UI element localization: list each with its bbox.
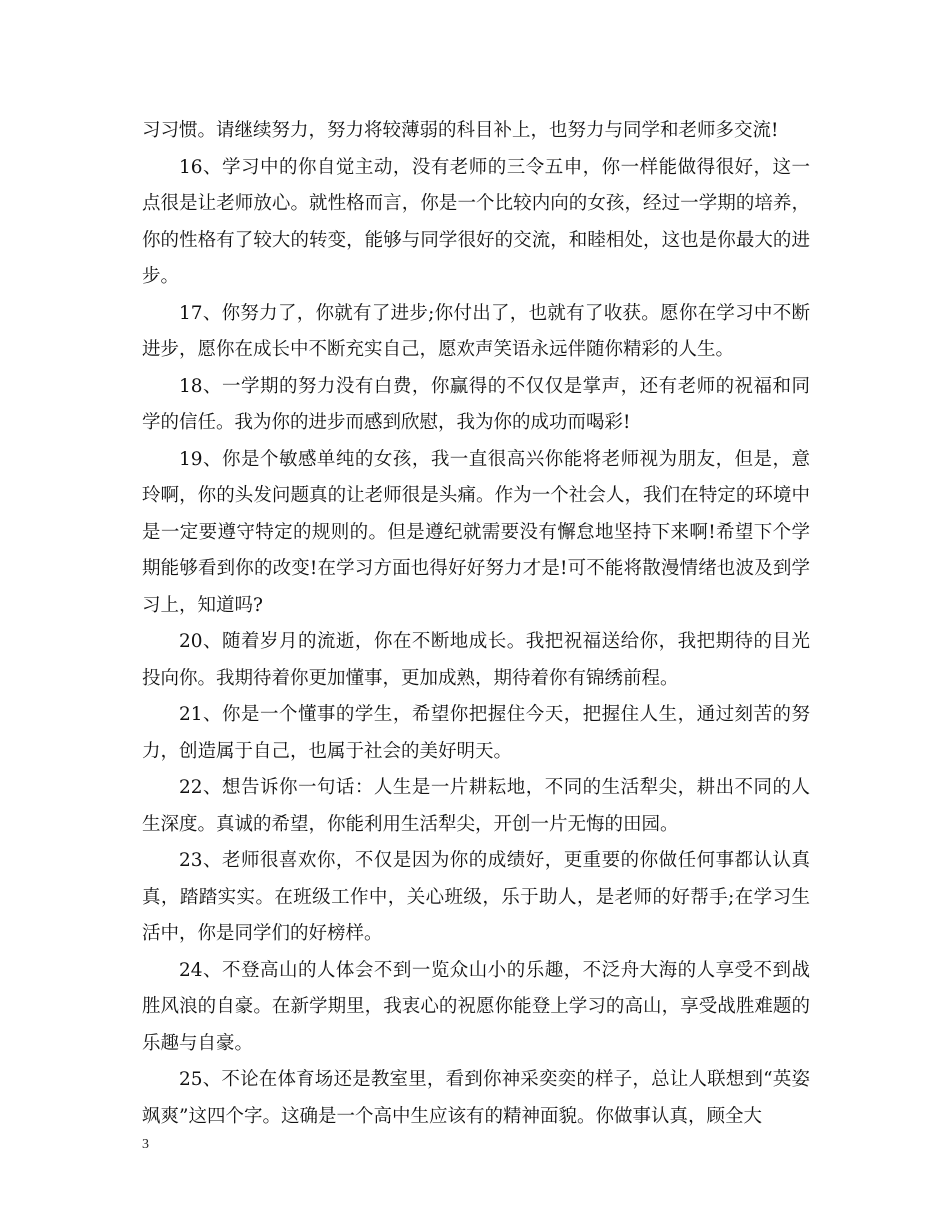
paragraph-23: 23、老师很喜欢你，不仅是因为你的成绩好，更重要的你做任何事都认认真真，踏踏实实。在班级工作中，关心班级，乐于助人，是老师的好帮手;在学习生活中，你是同学们的好榜样。 (142, 850, 810, 944)
paragraph-19: 19、你是个敏感单纯的女孩，我一直很高兴你能将老师视为朋友，但是，意玲啊，你的头发问题真的让老师很是头痛。作为一个社会人，我们在特定的环境中是一定要遵守特定的规则的。但是遵纪就需要没有懈怠地坚持下来啊!希望下个学期能够看到你的改变!在学习方面也得好好努力才是!可不能将散漫情绪也波及到学习上，知道吗? (142, 448, 810, 616)
paragraph-17: 17、你努力了，你就有了进步;你付出了，也就有了收获。愿你在学习中不断进步，愿你在成长中不断充实自己，愿欢声笑语永远伴随你精彩的人生。 (142, 302, 810, 360)
paragraph-continuation: 习习惯。请继续努力，努力将较薄弱的科目补上，也努力与同学和老师多交流! (142, 120, 779, 141)
paragraph-18: 18、一学期的努力没有白费，你赢得的不仅仅是掌声，还有老师的祝福和同学的信任。我为你的进步而感到欣慰，我为你的成功而喝彩! (142, 375, 810, 433)
paragraph-24: 24、不登高山的人体会不到一览众山小的乐趣，不泛舟大海的人享受不到战胜风浪的自豪。在新学期里，我衷心的祝愿你能登上学习的高山，享受战胜难题的乐趣与自豪。 (142, 959, 810, 1054)
paragraph-20: 20、随着岁月的流逝，你在不断地成长。我把祝福送给你，我把期待的目光投向你。我期待着你更加懂事，更加成熟，期待着你有锦绣前程。 (142, 631, 810, 689)
paragraph-16: 16、学习中的你自觉主动，没有老师的三令五申，你一样能做得很好，这一点很是让老师放心。就性格而言，你是一个比较内向的女孩，经过一学期的培养，你的性格有了较大的转变，能够与同学很好的交流，和睦相处，这也是你最大的进步。 (142, 156, 810, 287)
paragraph-21: 21、你是一个懂事的学生，希望你把握住今天，把握住人生，通过刻苦的努力，创造属于自己，也属于社会的美好明天。 (142, 704, 810, 762)
document-body (142, 113, 810, 1135)
paragraph-25: 25、不论在体育场还是教室里，看到你神采奕奕的样子，总让人联想到“英姿飒爽”这四个字。这确是一个高中生应该有的精神面貌。你做事认真，顾全大 (142, 1069, 810, 1127)
page-number: 3 (142, 1137, 149, 1152)
paragraph-22: 22、想告诉你一句话：人生是一片耕耘地，不同的生活犁尖，耕出不同的人生深度。真诚的希望，你能利用生活犁尖，开创一片无悔的田园。 (142, 777, 810, 835)
